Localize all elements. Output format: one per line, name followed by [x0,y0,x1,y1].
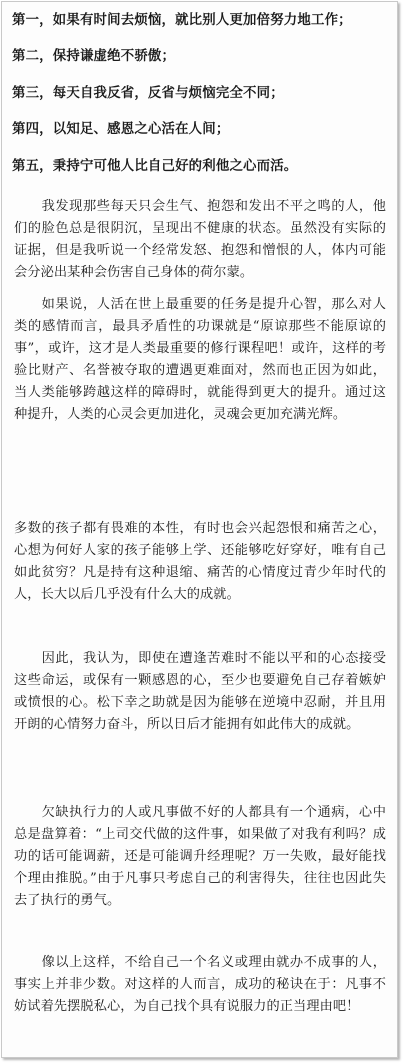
paragraph-success-secret: 像以上这样，不给自己一个名义或理由就办不成事的人，事实上并非少数。对这样的人而言，成功的秘诀在于：凡事不妨试着先摆脱私心，为自己找个具有说服力的正当理由吧！ [14,955,386,1014]
paragraph-children: 多数的孩子都有畏难的本性，有时也会兴起怨恨和痛苦之心，心想为何好人家的孩子能够上学、还能够吃好穿好，唯有自己如此贫穷？凡是持有这种退缩、痛苦的心情度过青少年时代的人，长大以后几乎没有什么大的成就。 [14,521,386,602]
principle-4: 第四，以知足、感恩之心活在人间； [12,121,230,137]
paragraph-matsushita: 因此，我认为，即使在遭逢苦难时不能以平和的心态接受这些命运，或保有一颗感恩的心，至少也要避免自己存着嫉妒或愤恨的心。松下幸之助就是因为能够在逆境中忍耐，并且用开朗的心情努力奋斗，所以日后才能拥有如此伟大的成就。 [14,651,386,732]
principle-5: 第五，秉持宁可他人比自己好的利他之心而活。 [12,158,298,174]
paragraph-anger: 我发现那些每天只会生气、抱怨和发出不平之鸣的人，他们的脸色总是很阴沉，呈现出不健康的状态。虽然没有实际的证据，但是我听说一个经常发怒、抱怨和憎恨的人，体内可能会分泌出某种会伤害自己身体的荷尔蒙。 [14,199,386,280]
principle-3: 第三，每天自我反省，反省与烦恼完全不同； [12,85,284,101]
document-page [1,1,398,1058]
principle-2: 第二，保持谦虚绝不骄傲； [12,48,176,64]
paragraph-forgiveness: 如果说，人活在世上最重要的任务是提升心智，那么对人类的感情而言，最具矛盾性的功课就是“原谅那些不能原谅的事”，或许，这才是人类最重要的修行课程吧！或许，这样的考验比财产、名誉被夺取的遭遇更难面对，然而也正因为如此，当人类能够跨越这样的障碍时，就能得到更大的提升。通过这种提升，人类的心灵会更加进化，灵魂会更加充满光辉。 [14,297,386,422]
paragraph-execution: 欠缺执行力的人或凡事做不好的人都具有一个通病，心中总是盘算着：“上司交代做的这件事，如果做了对我有利吗？成功的话可能调薪，还是可能调升经理呢？万一失败，最好能找个理由推脱。”由于凡事只考虑自己的利害得失，往往也因此失去了执行的勇气。 [14,805,386,908]
principle-1: 第一，如果有时间去烦恼，就比别人更加倍努力地工作； [12,12,352,28]
